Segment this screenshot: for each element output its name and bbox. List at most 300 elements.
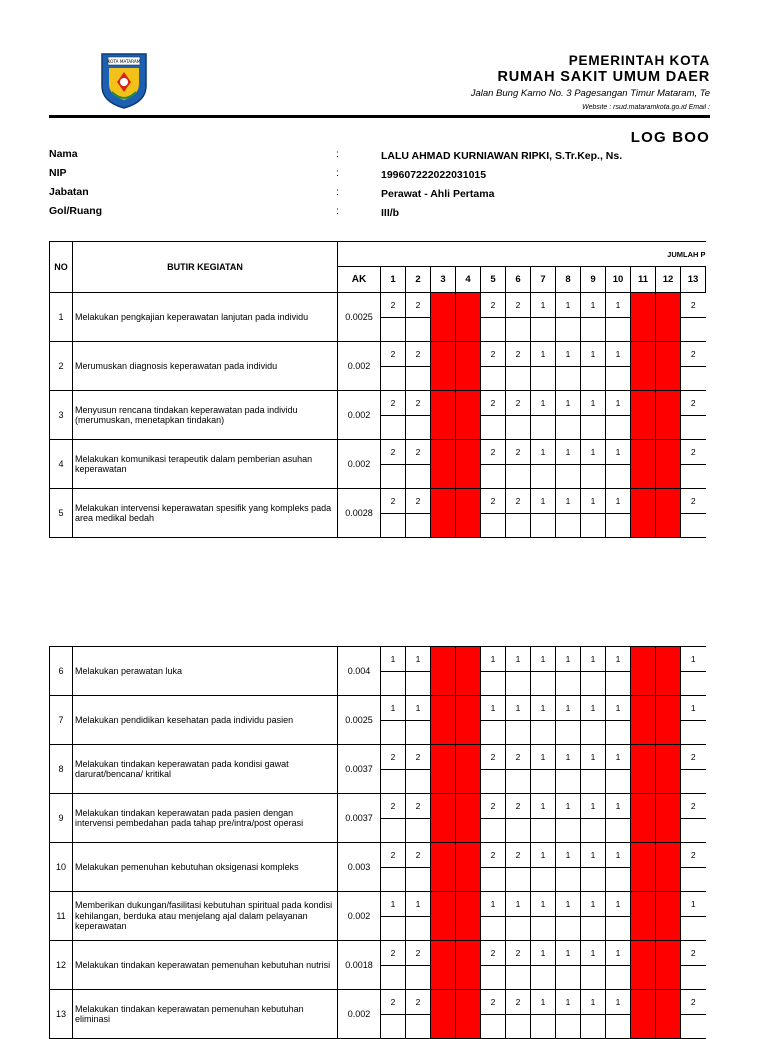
holiday-cell — [656, 391, 681, 440]
day-count-cell: 2 — [406, 293, 431, 318]
day-extra-cell — [556, 721, 581, 745]
day-count-cell: 2 — [406, 489, 431, 514]
day-count-cell: 1 — [556, 440, 581, 465]
day-count-cell: 1 — [581, 342, 606, 367]
table-row — [50, 843, 706, 868]
day-count-cell: 1 — [481, 696, 506, 721]
day-count-cell: 1 — [606, 745, 631, 770]
day-count-cell: 1 — [531, 391, 556, 416]
row-no: 4 — [50, 440, 73, 489]
day-count-cell: 1 — [581, 843, 606, 868]
day-extra-cell — [556, 819, 581, 843]
day-extra-cell — [481, 367, 506, 391]
info-colon: : — [336, 167, 339, 179]
day-extra-cell — [681, 770, 706, 794]
day-extra-cell — [381, 721, 406, 745]
info-label: Jabatan — [49, 186, 89, 198]
day-extra-cell — [531, 514, 556, 538]
header-day-4: 4 — [456, 267, 481, 293]
day-extra-cell — [381, 416, 406, 440]
day-count-cell: 1 — [581, 489, 606, 514]
day-count-cell: 2 — [381, 941, 406, 966]
row-ak: 0.002 — [338, 440, 381, 489]
crest-text: KOTA MATARAM — [107, 59, 141, 64]
day-count-cell: 1 — [581, 892, 606, 917]
day-extra-cell — [381, 819, 406, 843]
day-count-cell: 2 — [481, 745, 506, 770]
row-description: Melakukan pengkajian keperawatan lanjutan pada individu — [73, 293, 338, 342]
day-count-cell: 1 — [581, 941, 606, 966]
day-extra-cell — [606, 672, 631, 696]
day-count-cell: 1 — [556, 647, 581, 672]
day-extra-cell — [681, 1015, 706, 1039]
holiday-cell — [631, 843, 656, 892]
day-count-cell: 2 — [506, 489, 531, 514]
row-description: Menyusun rencana tindakan keperawatan pada individu (merumuskan, menetapkan tindakan) — [73, 391, 338, 440]
day-count-cell: 2 — [481, 843, 506, 868]
day-count-cell: 1 — [681, 696, 706, 721]
day-extra-cell — [606, 819, 631, 843]
day-count-cell: 1 — [531, 745, 556, 770]
day-extra-cell — [381, 672, 406, 696]
day-count-cell: 2 — [381, 794, 406, 819]
day-extra-cell — [581, 465, 606, 489]
day-extra-cell — [506, 1015, 531, 1039]
holiday-cell — [456, 843, 481, 892]
row-no: 3 — [50, 391, 73, 440]
day-extra-cell — [381, 917, 406, 941]
day-count-cell: 2 — [481, 342, 506, 367]
day-extra-cell — [531, 868, 556, 892]
header-day-8: 8 — [556, 267, 581, 293]
day-extra-cell — [556, 465, 581, 489]
holiday-cell — [456, 489, 481, 538]
header-day-9: 9 — [581, 267, 606, 293]
day-count-cell: 1 — [406, 696, 431, 721]
hospital-name: RUMAH SAKIT UMUM DAER — [497, 69, 710, 85]
row-description: Melakukan intervensi keperawatan spesifik yang kompleks pada area medikal bedah — [73, 489, 338, 538]
day-count-cell: 2 — [481, 794, 506, 819]
row-no: 6 — [50, 647, 73, 696]
holiday-cell — [431, 892, 456, 941]
holiday-cell — [656, 489, 681, 538]
day-count-cell: 2 — [506, 941, 531, 966]
day-extra-cell — [481, 416, 506, 440]
day-extra-cell — [556, 917, 581, 941]
day-count-cell: 1 — [606, 342, 631, 367]
row-description: Melakukan pendidikan kesehatan pada individu pasien — [73, 696, 338, 745]
holiday-cell — [431, 941, 456, 990]
header-day-12: 12 — [656, 267, 681, 293]
day-extra-cell — [506, 367, 531, 391]
day-extra-cell — [406, 416, 431, 440]
day-extra-cell — [506, 917, 531, 941]
header-no: NO — [50, 242, 73, 293]
row-ak: 0.002 — [338, 342, 381, 391]
day-count-cell: 1 — [606, 794, 631, 819]
day-extra-cell — [381, 514, 406, 538]
day-extra-cell — [581, 416, 606, 440]
website-email: Website : rsud.mataramkota.go.id Email : — [582, 104, 710, 111]
day-count-cell: 1 — [481, 647, 506, 672]
day-extra-cell — [606, 514, 631, 538]
day-extra-cell — [506, 465, 531, 489]
day-count-cell: 1 — [531, 990, 556, 1015]
day-count-cell: 2 — [481, 941, 506, 966]
header-day-13: 13 — [681, 267, 706, 293]
day-count-cell: 1 — [556, 489, 581, 514]
day-extra-cell — [481, 514, 506, 538]
day-count-cell: 1 — [556, 794, 581, 819]
info-value: Perawat - Ahli Pertama — [381, 188, 495, 200]
holiday-cell — [656, 342, 681, 391]
row-ak: 0.004 — [338, 647, 381, 696]
day-extra-cell — [606, 721, 631, 745]
row-no: 7 — [50, 696, 73, 745]
day-count-cell: 1 — [381, 696, 406, 721]
day-extra-cell — [406, 819, 431, 843]
holiday-cell — [631, 696, 656, 745]
day-count-cell: 1 — [556, 391, 581, 416]
day-extra-cell — [581, 966, 606, 990]
day-count-cell: 1 — [556, 342, 581, 367]
day-count-cell: 1 — [506, 696, 531, 721]
day-count-cell: 2 — [381, 489, 406, 514]
day-count-cell: 2 — [681, 342, 706, 367]
holiday-cell — [456, 892, 481, 941]
day-count-cell: 1 — [681, 892, 706, 917]
header-ak: AK — [338, 267, 381, 293]
info-label: NIP — [49, 167, 67, 179]
day-count-cell: 2 — [381, 391, 406, 416]
day-extra-cell — [481, 1015, 506, 1039]
holiday-cell — [431, 647, 456, 696]
row-description: Merumuskan diagnosis keperawatan pada individu — [73, 342, 338, 391]
day-extra-cell — [381, 868, 406, 892]
day-count-cell: 1 — [506, 892, 531, 917]
holiday-cell — [456, 342, 481, 391]
day-count-cell: 2 — [406, 990, 431, 1015]
table-row — [50, 794, 706, 819]
holiday-cell — [631, 990, 656, 1039]
day-count-cell: 1 — [581, 647, 606, 672]
day-extra-cell — [556, 966, 581, 990]
day-extra-cell — [606, 465, 631, 489]
table-row — [50, 440, 706, 465]
day-count-cell: 2 — [681, 391, 706, 416]
day-extra-cell — [406, 514, 431, 538]
holiday-cell — [431, 489, 456, 538]
day-count-cell: 1 — [556, 892, 581, 917]
day-count-cell: 2 — [406, 745, 431, 770]
address: Jalan Bung Karno No. 3 Pagesangan Timur Mataram, Te — [470, 88, 710, 99]
holiday-cell — [431, 696, 456, 745]
day-count-cell: 2 — [506, 293, 531, 318]
day-extra-cell — [556, 367, 581, 391]
holiday-cell — [631, 293, 656, 342]
page-crop-edge — [710, 0, 768, 1024]
day-count-cell: 2 — [681, 990, 706, 1015]
day-count-cell: 2 — [481, 391, 506, 416]
day-count-cell: 2 — [381, 342, 406, 367]
day-count-cell: 1 — [531, 892, 556, 917]
day-extra-cell — [531, 416, 556, 440]
day-count-cell: 1 — [606, 892, 631, 917]
day-extra-cell — [506, 672, 531, 696]
day-extra-cell — [406, 672, 431, 696]
holiday-cell — [631, 342, 656, 391]
day-count-cell: 1 — [556, 293, 581, 318]
info-colon: : — [336, 148, 339, 160]
info-label: Gol/Ruang — [49, 205, 103, 217]
holiday-cell — [431, 440, 456, 489]
day-extra-cell — [531, 917, 556, 941]
row-description: Melakukan tindakan keperawatan pada pasien dengan intervensi pembedahan pada tahap pre/intra/post operasi — [73, 794, 338, 843]
day-extra-cell — [681, 514, 706, 538]
header-jumlah: JUMLAH P — [338, 242, 706, 267]
row-ak: 0.0037 — [338, 794, 381, 843]
day-count-cell: 2 — [381, 843, 406, 868]
day-extra-cell — [581, 770, 606, 794]
day-count-cell: 1 — [531, 843, 556, 868]
row-ak: 0.002 — [338, 990, 381, 1039]
holiday-cell — [431, 745, 456, 794]
day-extra-cell — [481, 465, 506, 489]
table-row — [50, 696, 706, 721]
day-extra-cell — [531, 1015, 556, 1039]
document-title: LOG BOO — [630, 129, 710, 146]
day-count-cell: 1 — [556, 941, 581, 966]
day-extra-cell — [681, 318, 706, 342]
day-extra-cell — [581, 318, 606, 342]
day-extra-cell — [581, 819, 606, 843]
row-description: Melakukan pemenuhan kebutuhan oksigenasi kompleks — [73, 843, 338, 892]
day-count-cell: 2 — [681, 440, 706, 465]
day-count-cell: 2 — [481, 990, 506, 1015]
day-extra-cell — [581, 1015, 606, 1039]
day-extra-cell — [581, 367, 606, 391]
day-extra-cell — [531, 966, 556, 990]
day-count-cell: 2 — [681, 745, 706, 770]
day-count-cell: 1 — [531, 696, 556, 721]
holiday-cell — [431, 843, 456, 892]
day-count-cell: 1 — [606, 489, 631, 514]
day-extra-cell — [481, 966, 506, 990]
day-count-cell: 1 — [606, 990, 631, 1015]
header-day-6: 6 — [506, 267, 531, 293]
day-extra-cell — [681, 672, 706, 696]
day-count-cell: 2 — [381, 293, 406, 318]
day-count-cell: 1 — [556, 745, 581, 770]
day-count-cell: 2 — [506, 342, 531, 367]
day-count-cell: 2 — [406, 391, 431, 416]
day-extra-cell — [406, 868, 431, 892]
header-day-7: 7 — [531, 267, 556, 293]
row-no: 1 — [50, 293, 73, 342]
day-extra-cell — [481, 819, 506, 843]
day-count-cell: 1 — [581, 990, 606, 1015]
day-extra-cell — [556, 770, 581, 794]
holiday-cell — [431, 342, 456, 391]
day-extra-cell — [406, 770, 431, 794]
holiday-cell — [456, 440, 481, 489]
log-table-page-2 — [49, 646, 706, 1039]
day-extra-cell — [531, 819, 556, 843]
header-day-11: 11 — [631, 267, 656, 293]
day-extra-cell — [506, 770, 531, 794]
row-ak: 0.002 — [338, 892, 381, 941]
info-row-jabatan — [49, 186, 710, 205]
holiday-cell — [456, 941, 481, 990]
row-ak: 0.0025 — [338, 696, 381, 745]
day-count-cell: 2 — [406, 440, 431, 465]
day-count-cell: 1 — [606, 440, 631, 465]
day-count-cell: 1 — [556, 843, 581, 868]
day-extra-cell — [381, 465, 406, 489]
table-row — [50, 941, 706, 966]
day-count-cell: 1 — [556, 990, 581, 1015]
table-row — [50, 745, 706, 770]
day-extra-cell — [581, 868, 606, 892]
day-count-cell: 2 — [506, 794, 531, 819]
day-count-cell: 1 — [581, 391, 606, 416]
day-extra-cell — [681, 367, 706, 391]
day-extra-cell — [506, 416, 531, 440]
day-count-cell: 1 — [406, 647, 431, 672]
day-count-cell: 1 — [606, 391, 631, 416]
day-extra-cell — [531, 721, 556, 745]
day-count-cell: 1 — [481, 892, 506, 917]
day-count-cell: 1 — [581, 696, 606, 721]
holiday-cell — [456, 391, 481, 440]
day-extra-cell — [406, 465, 431, 489]
holiday-cell — [456, 293, 481, 342]
row-no: 9 — [50, 794, 73, 843]
day-count-cell: 1 — [506, 647, 531, 672]
info-colon: : — [336, 186, 339, 198]
holiday-cell — [456, 990, 481, 1039]
row-no: 8 — [50, 745, 73, 794]
holiday-cell — [631, 647, 656, 696]
table-row — [50, 391, 706, 416]
day-extra-cell — [681, 966, 706, 990]
day-count-cell: 1 — [556, 696, 581, 721]
day-count-cell: 2 — [506, 440, 531, 465]
day-count-cell: 2 — [506, 990, 531, 1015]
day-extra-cell — [606, 966, 631, 990]
row-ak: 0.0025 — [338, 293, 381, 342]
day-extra-cell — [681, 819, 706, 843]
row-no: 2 — [50, 342, 73, 391]
day-extra-cell — [681, 465, 706, 489]
day-extra-cell — [606, 868, 631, 892]
header-rule — [49, 115, 710, 118]
day-count-cell: 1 — [581, 293, 606, 318]
city-crest-logo — [100, 52, 148, 110]
day-extra-cell — [381, 770, 406, 794]
row-no: 13 — [50, 990, 73, 1039]
day-extra-cell — [381, 318, 406, 342]
table-row — [50, 293, 706, 318]
day-extra-cell — [581, 672, 606, 696]
day-extra-cell — [506, 318, 531, 342]
table-header-row — [50, 242, 706, 267]
row-no: 10 — [50, 843, 73, 892]
info-colon: : — [336, 205, 339, 217]
row-description: Memberikan dukungan/fasilitasi kebutuhan spiritual pada kondisi kehilangan, berduka atau menjelang ajal dalam pelayanan keperawatan — [73, 892, 338, 941]
day-extra-cell — [556, 868, 581, 892]
day-count-cell: 2 — [406, 342, 431, 367]
day-extra-cell — [481, 672, 506, 696]
day-extra-cell — [406, 1015, 431, 1039]
day-count-cell: 2 — [381, 990, 406, 1015]
day-count-cell: 1 — [606, 843, 631, 868]
holiday-cell — [631, 794, 656, 843]
holiday-cell — [456, 647, 481, 696]
info-value: 199607222022031015 — [381, 169, 487, 181]
day-extra-cell — [681, 868, 706, 892]
day-count-cell: 1 — [681, 647, 706, 672]
day-count-cell: 1 — [606, 941, 631, 966]
log-table-page-1 — [49, 241, 706, 538]
day-count-cell: 2 — [681, 293, 706, 318]
day-count-cell: 2 — [381, 745, 406, 770]
row-description: Melakukan perawatan luka — [73, 647, 338, 696]
day-count-cell: 2 — [481, 293, 506, 318]
header-day-5: 5 — [481, 267, 506, 293]
row-ak: 0.002 — [338, 391, 381, 440]
day-extra-cell — [606, 770, 631, 794]
day-count-cell: 2 — [481, 440, 506, 465]
holiday-cell — [456, 794, 481, 843]
day-extra-cell — [531, 465, 556, 489]
holiday-cell — [656, 892, 681, 941]
holiday-cell — [631, 745, 656, 794]
day-extra-cell — [606, 917, 631, 941]
row-description: Melakukan tindakan keperawatan pemenuhan kebutuhan nutrisi — [73, 941, 338, 990]
day-count-cell: 1 — [406, 892, 431, 917]
row-description: Melakukan tindakan keperawatan pada kondisi gawat darurat/bencana/ kritikal — [73, 745, 338, 794]
day-count-cell: 1 — [581, 794, 606, 819]
day-count-cell: 2 — [681, 794, 706, 819]
day-count-cell: 2 — [406, 941, 431, 966]
day-extra-cell — [606, 367, 631, 391]
day-count-cell: 1 — [531, 489, 556, 514]
day-count-cell: 1 — [531, 440, 556, 465]
holiday-cell — [656, 843, 681, 892]
row-no: 5 — [50, 489, 73, 538]
day-count-cell: 1 — [531, 342, 556, 367]
day-extra-cell — [481, 770, 506, 794]
holiday-cell — [431, 990, 456, 1039]
day-extra-cell — [606, 1015, 631, 1039]
day-extra-cell — [506, 721, 531, 745]
day-extra-cell — [556, 514, 581, 538]
day-count-cell: 1 — [581, 440, 606, 465]
day-count-cell: 2 — [506, 745, 531, 770]
row-ak: 0.0028 — [338, 489, 381, 538]
day-extra-cell — [556, 416, 581, 440]
day-extra-cell — [581, 721, 606, 745]
header-day-3: 3 — [431, 267, 456, 293]
day-extra-cell — [406, 367, 431, 391]
holiday-cell — [631, 391, 656, 440]
day-count-cell: 1 — [531, 647, 556, 672]
holiday-cell — [631, 489, 656, 538]
day-extra-cell — [681, 917, 706, 941]
day-extra-cell — [406, 721, 431, 745]
day-extra-cell — [506, 868, 531, 892]
